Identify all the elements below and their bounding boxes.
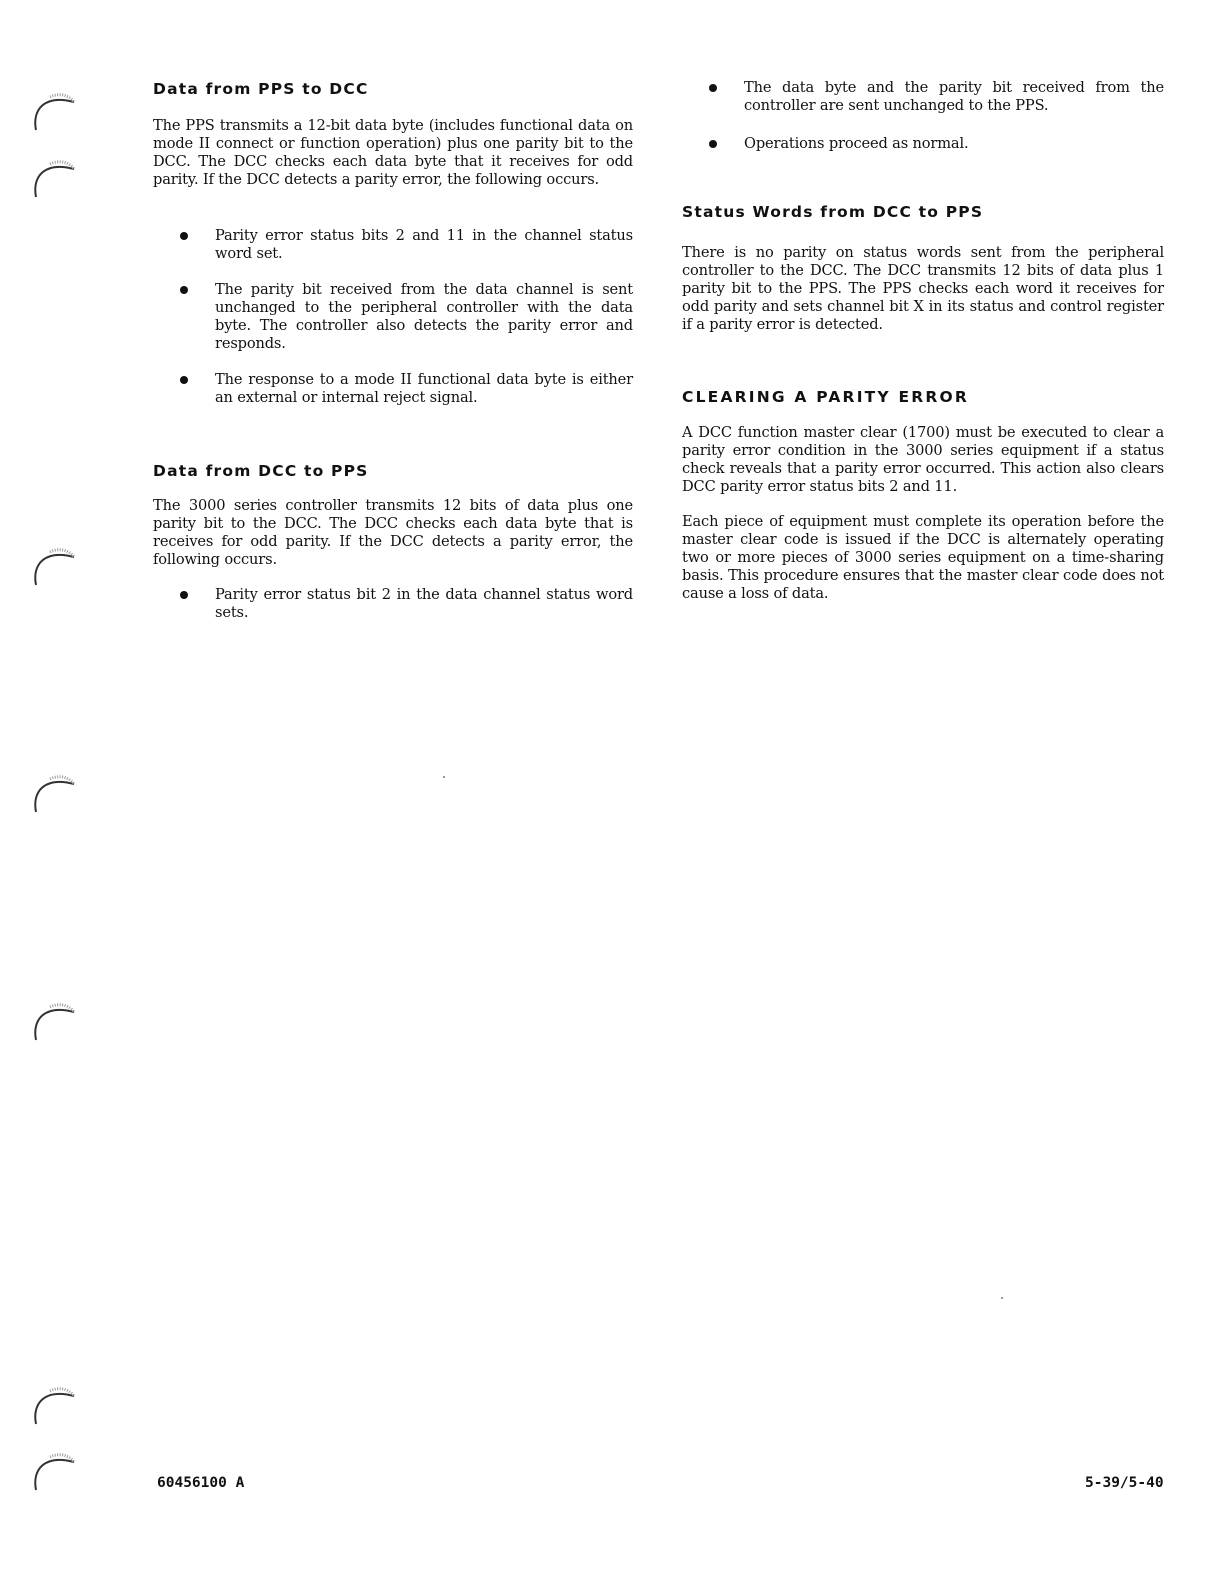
scan-speck: [443, 776, 445, 778]
section-heading: Status Words from DCC to PPS: [682, 203, 984, 221]
section-clearing-parity-error: [682, 388, 1164, 406]
section-heading: CLEARING A PARITY ERROR: [682, 388, 970, 406]
list-item: [153, 281, 633, 353]
list-item-text: Operations proceed as normal.: [744, 135, 969, 152]
section-paragraph: [153, 117, 633, 189]
section-paragraph: [153, 497, 633, 569]
section-heading: Data from DCC to PPS: [153, 462, 369, 480]
paragraph-text: There is no parity on status words sent from the peripheral controller to the DCC. The DCC transmits 12 bits of data plus 1 parity bit to the PPS. The PPS checks each word it receives for odd parity and sets channel bit X in its status and control register if a parity error is detected.: [682, 244, 1164, 333]
binder-hole-icon: [30, 88, 80, 132]
section-data-from-dcc-to-pps: [153, 462, 633, 480]
document-number: 60456100 A: [157, 1475, 245, 1491]
binder-hole-icon: [30, 1448, 80, 1492]
binder-hole-icon: [30, 155, 80, 199]
list-item: [682, 135, 1164, 153]
paragraph-text: Each piece of equipment must complete its operation before the master clear code is issued if the DCC is alternately operating two or more pieces of 3000 series equipment on a time-sharing basis. This procedure ensures that the master clear code does not cause a loss of data.: [682, 513, 1164, 602]
paragraph-text: The 3000 series controller transmits 12 bits of data plus one parity bit to the DCC. The DCC checks each data byte that is receives for odd parity. If the DCC detects a parity error, the following occurs.: [153, 497, 633, 568]
list-item-text: The data byte and the parity bit received from the controller are sent unchanged to the PPS.: [744, 79, 1164, 114]
list-item-text: Parity error status bits 2 and 11 in the channel status word set.: [215, 227, 633, 262]
binder-hole-icon: [30, 770, 80, 814]
section-paragraph: [682, 424, 1164, 496]
binder-hole-icon: [30, 543, 80, 587]
bullet-icon: [180, 286, 188, 294]
list-item: [153, 227, 633, 263]
list-item: [153, 586, 633, 622]
section-paragraph: [682, 244, 1164, 334]
list-item-text: The parity bit received from the data channel is sent unchanged to the peripheral controller with the data byte. The controller also detects the parity error and responds.: [215, 281, 633, 352]
section-paragraph: [682, 513, 1164, 603]
page-number: 5-39/5-40: [1085, 1475, 1164, 1491]
binder-hole-icon: [30, 998, 80, 1042]
section-data-from-pps-to-dcc: [153, 80, 633, 98]
bullet-icon: [180, 376, 188, 384]
paragraph-text: The PPS transmits a 12-bit data byte (includes functional data on mode II connect or function operation) plus one parity bit to the DCC. The DCC checks each data byte that it receives for odd parity. If the DCC detects a parity error, the following occurs.: [153, 117, 633, 188]
section-status-words: [682, 203, 1164, 221]
list-item-text: Parity error status bit 2 in the data channel status word sets.: [215, 586, 633, 621]
bullet-icon: [709, 84, 717, 92]
scan-speck: [1001, 1297, 1003, 1299]
bullet-icon: [180, 591, 188, 599]
list-item: [682, 79, 1164, 115]
bullet-icon: [180, 232, 188, 240]
binder-hole-icon: [30, 1382, 80, 1426]
list-item: [153, 371, 633, 407]
section-heading: Data from PPS to DCC: [153, 80, 369, 98]
paragraph-text: A DCC function master clear (1700) must be executed to clear a parity error condition in the 3000 series equipment if a status check reveals that a parity error occurred. This action also clears DCC parity error status bits 2 and 11.: [682, 424, 1164, 495]
bullet-icon: [709, 140, 717, 148]
list-item-text: The response to a mode II functional data byte is either an external or internal reject signal.: [215, 371, 633, 406]
